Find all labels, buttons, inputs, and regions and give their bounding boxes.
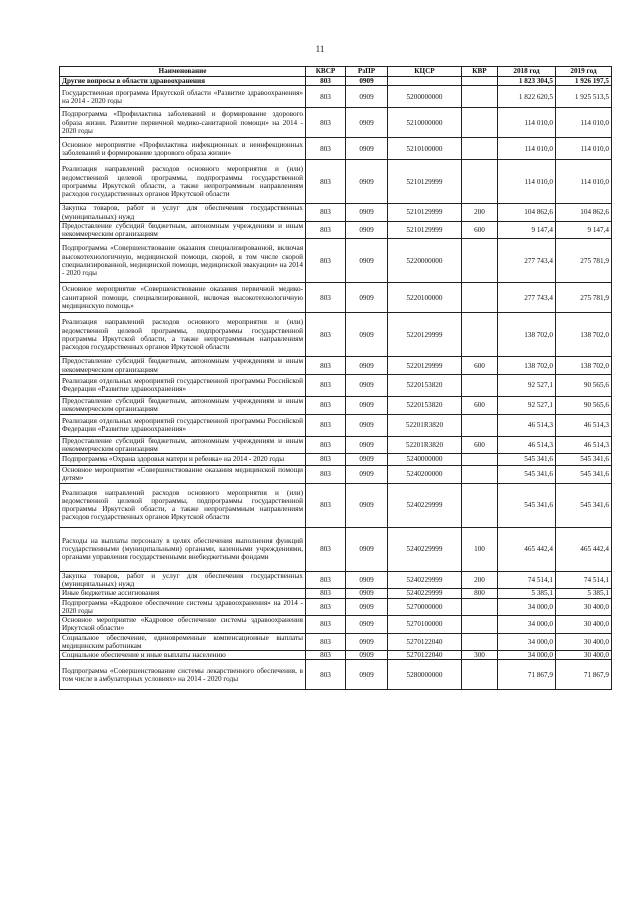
- table-header-row: [60, 67, 612, 77]
- table-row: [60, 633, 612, 651]
- row-kvr: 100: [462, 527, 498, 571]
- row-kvsr: 803: [306, 204, 346, 222]
- row-kcsr: 52201R3820: [388, 436, 462, 454]
- row-kcsr: 5220153820: [388, 374, 462, 396]
- row-kvr: 300: [462, 651, 498, 660]
- row-kvsr: 803: [306, 239, 346, 283]
- row-amount-2019: 71 867,9: [556, 660, 612, 690]
- row-kvr: 200: [462, 204, 498, 222]
- row-kvsr: 803: [306, 221, 346, 239]
- row-kcsr: 5220153820: [388, 396, 462, 414]
- row-kvr: 600: [462, 436, 498, 454]
- table-row: [60, 527, 612, 571]
- row-rzpr: 0909: [346, 86, 388, 108]
- row-name: Подпрограмма «Совершенствование оказания специализированной, включая высокотехнологичную, медицинской помощи, скорой, в том числе скорой специализированной, медицинской помощи, медицинской эвакуации» на 2014 - 2020 годы: [60, 239, 306, 283]
- row-amount-2018: 46 514,3: [498, 436, 556, 454]
- row-amount-2019: 545 341,6: [556, 454, 612, 466]
- row-kvr: [462, 598, 498, 616]
- row-kcsr: 5270122040: [388, 633, 462, 651]
- row-kvr: [462, 138, 498, 160]
- row-name: Основное мероприятие «Профилактика инфекционных и неинфекционных заболеваний и формирование здорового образа жизни»: [60, 138, 306, 160]
- row-kvr: 600: [462, 396, 498, 414]
- row-kvr: [462, 86, 498, 108]
- row-name: Предоставление субсидий бюджетным, автономным учреждениям и иным некоммерческим организациям: [60, 436, 306, 454]
- row-name: Закупка товаров, работ и услуг для обеспечения государственных (муниципальных) нужд: [60, 571, 306, 589]
- table-row: [60, 86, 612, 108]
- row-name: Подпрограмма «Совершенствование системы лекарственного обеспечения, в том числе в амбулаторных условиях» на 2014 - 2020 годы: [60, 660, 306, 690]
- row-amount-2019: 90 565,6: [556, 374, 612, 396]
- table-row: [60, 651, 612, 660]
- row-amount-2019: 138 702,0: [556, 357, 612, 375]
- row-kvsr: 803: [306, 160, 346, 204]
- table-row: [60, 221, 612, 239]
- row-amount-2019: 114 010,0: [556, 138, 612, 160]
- row-rzpr: 0909: [346, 527, 388, 571]
- row-name: Реализация отдельных мероприятий государственной программы Российской Федерации «Развитие здравоохранения»: [60, 374, 306, 396]
- row-rzpr: 0909: [346, 357, 388, 375]
- row-rzpr: 0909: [346, 313, 388, 357]
- row-amount-2018: 545 341,6: [498, 483, 556, 527]
- row-kvsr: 803: [306, 651, 346, 660]
- row-name: Предоставление субсидий бюджетным, автономным учреждениям и иным некоммерческим организациям: [60, 357, 306, 375]
- row-rzpr: 0909: [346, 616, 388, 634]
- row-kvr: [462, 633, 498, 651]
- row-rzpr: 0909: [346, 454, 388, 466]
- row-amount-2019: 46 514,3: [556, 436, 612, 454]
- row-amount-2018: 465 442,4: [498, 527, 556, 571]
- row-name: Основное мероприятие «Кадровое обеспечение системы здравоохранения Иркутской области»: [60, 616, 306, 634]
- row-amount-2018: 114 010,0: [498, 138, 556, 160]
- row-amount-2018: 71 867,9: [498, 660, 556, 690]
- row-name: Реализация направлений расходов основного мероприятия и (или) ведомственной целевой программы, подпрограммы государственной программы Иркутской области, а также непрограммным направлениям расходов государственных органов Иркутской области: [60, 483, 306, 527]
- table-row: [60, 283, 612, 313]
- row-amount-2019: 9 147,4: [556, 221, 612, 239]
- row-kvr: [462, 239, 498, 283]
- row-kvr: [462, 108, 498, 138]
- row-kcsr: 5270100000: [388, 616, 462, 634]
- row-name: Закупка товаров, работ и услуг для обеспечения государственных (муниципальных) нужд: [60, 204, 306, 222]
- row-name: Другие вопросы в области здравоохранения: [60, 77, 306, 86]
- row-rzpr: 0909: [346, 651, 388, 660]
- row-name: Предоставление субсидий бюджетным, автономным учреждениям и иным некоммерческим организациям: [60, 396, 306, 414]
- row-rzpr: 0909: [346, 239, 388, 283]
- row-amount-2019: 545 341,6: [556, 483, 612, 527]
- row-kcsr: 5220100000: [388, 283, 462, 313]
- row-amount-2019: 104 862,6: [556, 204, 612, 222]
- row-amount-2019: 138 702,0: [556, 313, 612, 357]
- table-row: [60, 374, 612, 396]
- row-amount-2019: 30 400,0: [556, 598, 612, 616]
- row-kvsr: 803: [306, 374, 346, 396]
- row-kvsr: 803: [306, 466, 346, 484]
- row-amount-2018: 5 385,1: [498, 589, 556, 598]
- row-kcsr: 5210129999: [388, 221, 462, 239]
- header-rzpr: РзПР: [346, 67, 388, 77]
- row-kcsr: 5210129999: [388, 160, 462, 204]
- row-kvsr: 803: [306, 436, 346, 454]
- row-kvr: [462, 616, 498, 634]
- row-kcsr: 5210000000: [388, 108, 462, 138]
- row-kvr: [462, 414, 498, 436]
- row-kcsr: 5220000000: [388, 239, 462, 283]
- row-kcsr: 5210129999: [388, 204, 462, 222]
- row-name: Предоставление субсидий бюджетным, автономным учреждениям и иным некоммерческим организациям: [60, 221, 306, 239]
- row-rzpr: 0909: [346, 571, 388, 589]
- row-kcsr: 5220129999: [388, 357, 462, 375]
- table-row: [60, 483, 612, 527]
- row-name: Социальное обеспечение и иные выплаты населению: [60, 651, 306, 660]
- table-row: [60, 313, 612, 357]
- row-kvr: 800: [462, 589, 498, 598]
- table-body: [60, 77, 612, 690]
- row-kvr: [462, 313, 498, 357]
- row-kcsr: 5240229999: [388, 589, 462, 598]
- table-row: [60, 396, 612, 414]
- row-amount-2018: 545 341,6: [498, 466, 556, 484]
- row-rzpr: 0909: [346, 77, 388, 86]
- row-amount-2018: 138 702,0: [498, 313, 556, 357]
- row-kvsr: 803: [306, 633, 346, 651]
- row-amount-2018: 114 010,0: [498, 108, 556, 138]
- table-row: [60, 660, 612, 690]
- row-kvsr: 803: [306, 527, 346, 571]
- row-kcsr: 5280000000: [388, 660, 462, 690]
- row-rzpr: 0909: [346, 283, 388, 313]
- row-kcsr: 5240229999: [388, 571, 462, 589]
- table-row: [60, 616, 612, 634]
- row-amount-2019: 1 926 197,5: [556, 77, 612, 86]
- row-name: Основное мероприятие «Совершенствование оказания медицинской помощи детям»: [60, 466, 306, 484]
- row-kvsr: 803: [306, 483, 346, 527]
- row-kvsr: 803: [306, 571, 346, 589]
- table-row: [60, 589, 612, 598]
- row-kcsr: [388, 77, 462, 86]
- row-kvsr: 803: [306, 454, 346, 466]
- row-amount-2019: 30 400,0: [556, 616, 612, 634]
- row-kcsr: 5210100000: [388, 138, 462, 160]
- budget-table: [59, 66, 612, 690]
- row-rzpr: 0909: [346, 589, 388, 598]
- row-amount-2018: 138 702,0: [498, 357, 556, 375]
- row-amount-2018: 1 822 620,5: [498, 86, 556, 108]
- row-kvsr: 803: [306, 660, 346, 690]
- row-kcsr: 5220129999: [388, 313, 462, 357]
- row-kcsr: 5270000000: [388, 598, 462, 616]
- row-amount-2019: 465 442,4: [556, 527, 612, 571]
- row-name: Основное мероприятие «Совершенствование оказания первичной медико-санитарной помощи, специализированной, включая высокотехнологичную медицинскую помощь»: [60, 283, 306, 313]
- row-amount-2018: 114 010,0: [498, 160, 556, 204]
- row-amount-2019: 74 514,1: [556, 571, 612, 589]
- row-rzpr: 0909: [346, 396, 388, 414]
- row-kvsr: 803: [306, 414, 346, 436]
- row-kvr: [462, 160, 498, 204]
- row-name: Реализация направлений расходов основного мероприятия и (или) ведомственной целевой программы, подпрограммы государственной программы Иркутской области, а также непрограммным направлениям расходов государственных органов Иркутской области: [60, 160, 306, 204]
- table-row: [60, 77, 612, 86]
- row-amount-2018: 92 527,1: [498, 374, 556, 396]
- row-amount-2018: 34 000,0: [498, 598, 556, 616]
- row-amount-2019: 5 385,1: [556, 589, 612, 598]
- table-row: [60, 108, 612, 138]
- row-rzpr: 0909: [346, 633, 388, 651]
- row-kvr: [462, 466, 498, 484]
- row-amount-2018: 92 527,1: [498, 396, 556, 414]
- table-row: [60, 436, 612, 454]
- table-row: [60, 414, 612, 436]
- row-amount-2019: 275 781,9: [556, 239, 612, 283]
- row-amount-2018: 34 000,0: [498, 651, 556, 660]
- row-kvr: 600: [462, 221, 498, 239]
- row-amount-2018: 34 000,0: [498, 633, 556, 651]
- row-rzpr: 0909: [346, 660, 388, 690]
- row-amount-2019: 90 565,6: [556, 396, 612, 414]
- header-kvsr: КВСР: [306, 67, 346, 77]
- table-row: [60, 204, 612, 222]
- table-row: [60, 466, 612, 484]
- table-row: [60, 239, 612, 283]
- row-rzpr: 0909: [346, 598, 388, 616]
- header-name: Наименование: [60, 67, 306, 77]
- row-rzpr: 0909: [346, 108, 388, 138]
- row-kvr: [462, 454, 498, 466]
- row-kvr: [462, 374, 498, 396]
- page-number: 11: [315, 44, 325, 54]
- row-amount-2019: 275 781,9: [556, 283, 612, 313]
- row-amount-2019: 30 400,0: [556, 651, 612, 660]
- table-row: [60, 571, 612, 589]
- row-kvr: 200: [462, 571, 498, 589]
- row-amount-2018: 545 341,6: [498, 454, 556, 466]
- row-kcsr: 5240229999: [388, 527, 462, 571]
- row-amount-2019: 114 010,0: [556, 160, 612, 204]
- row-amount-2018: 9 147,4: [498, 221, 556, 239]
- row-name: Государственная программа Иркутской области «Развитие здравоохранения» на 2014 - 2020 годы: [60, 86, 306, 108]
- row-name: Подпрограмма «Профилактика заболеваний и формирование здорового образа жизни. Развитие первичной медико-санитарной помощи» на 2014 - 2020 годы: [60, 108, 306, 138]
- row-kvsr: 803: [306, 357, 346, 375]
- row-name: Расходы на выплаты персоналу в целях обеспечения выполнения функций государственными (муниципальными) органами, казенными учреждениями, органами управления государственными внебюджетными фондами: [60, 527, 306, 571]
- row-amount-2018: 46 514,3: [498, 414, 556, 436]
- row-rzpr: 0909: [346, 436, 388, 454]
- header-kcsr: КЦСР: [388, 67, 462, 77]
- row-kcsr: 5200000000: [388, 86, 462, 108]
- header-2019: 2019 год: [556, 67, 612, 77]
- row-amount-2019: 545 341,6: [556, 466, 612, 484]
- row-kvsr: 803: [306, 313, 346, 357]
- row-rzpr: 0909: [346, 414, 388, 436]
- row-amount-2018: 34 000,0: [498, 616, 556, 634]
- row-kvsr: 803: [306, 616, 346, 634]
- table-row: [60, 160, 612, 204]
- row-kvr: 600: [462, 357, 498, 375]
- row-amount-2019: 30 400,0: [556, 633, 612, 651]
- row-name: Социальное обеспечение, единовременные компенсационные выплаты медицинским работникам: [60, 633, 306, 651]
- row-kvr: [462, 660, 498, 690]
- row-rzpr: 0909: [346, 221, 388, 239]
- row-kcsr: 5240200000: [388, 466, 462, 484]
- row-kvr: [462, 283, 498, 313]
- row-kvsr: 803: [306, 108, 346, 138]
- row-amount-2019: 46 514,3: [556, 414, 612, 436]
- row-kvsr: 803: [306, 598, 346, 616]
- row-rzpr: 0909: [346, 374, 388, 396]
- table-row: [60, 357, 612, 375]
- row-amount-2018: 1 823 304,5: [498, 77, 556, 86]
- row-kcsr: 5270122040: [388, 651, 462, 660]
- row-kvsr: 803: [306, 589, 346, 598]
- row-kcsr: 52201R3820: [388, 414, 462, 436]
- row-amount-2018: 104 862,6: [498, 204, 556, 222]
- header-kvr: КВР: [462, 67, 498, 77]
- row-rzpr: 0909: [346, 160, 388, 204]
- table-row: [60, 454, 612, 466]
- row-amount-2018: 277 743,4: [498, 239, 556, 283]
- table-row: [60, 598, 612, 616]
- header-2018: 2018 год: [498, 67, 556, 77]
- row-rzpr: 0909: [346, 483, 388, 527]
- row-kcsr: 5240000000: [388, 454, 462, 466]
- row-amount-2018: 277 743,4: [498, 283, 556, 313]
- row-amount-2019: 114 010,0: [556, 108, 612, 138]
- row-amount-2019: 1 925 513,5: [556, 86, 612, 108]
- row-kvr: [462, 77, 498, 86]
- row-kvsr: 803: [306, 396, 346, 414]
- row-kvr: [462, 483, 498, 527]
- row-kvsr: 803: [306, 86, 346, 108]
- row-rzpr: 0909: [346, 204, 388, 222]
- row-name: Иные бюджетные ассигнования: [60, 589, 306, 598]
- row-kvsr: 803: [306, 77, 346, 86]
- row-kvsr: 803: [306, 283, 346, 313]
- row-amount-2018: 74 514,1: [498, 571, 556, 589]
- row-name: Реализация отдельных мероприятий государственной программы Российской Федерации «Развитие здравоохранения»: [60, 414, 306, 436]
- row-name: Реализация направлений расходов основного мероприятия и (или) ведомственной целевой программы, подпрограммы государственной программы Иркутской области, а также непрограммным направлениям расходов государственных органов Иркутской области: [60, 313, 306, 357]
- row-name: Подпрограмма «Охрана здоровья матери и ребенка» на 2014 - 2020 годы: [60, 454, 306, 466]
- row-name: Подпрограмма «Кадровое обеспечение системы здравоохранения» на 2014 - 2020 годы: [60, 598, 306, 616]
- row-kvsr: 803: [306, 138, 346, 160]
- row-rzpr: 0909: [346, 138, 388, 160]
- row-rzpr: 0909: [346, 466, 388, 484]
- table-row: [60, 138, 612, 160]
- row-kcsr: 5240229999: [388, 483, 462, 527]
